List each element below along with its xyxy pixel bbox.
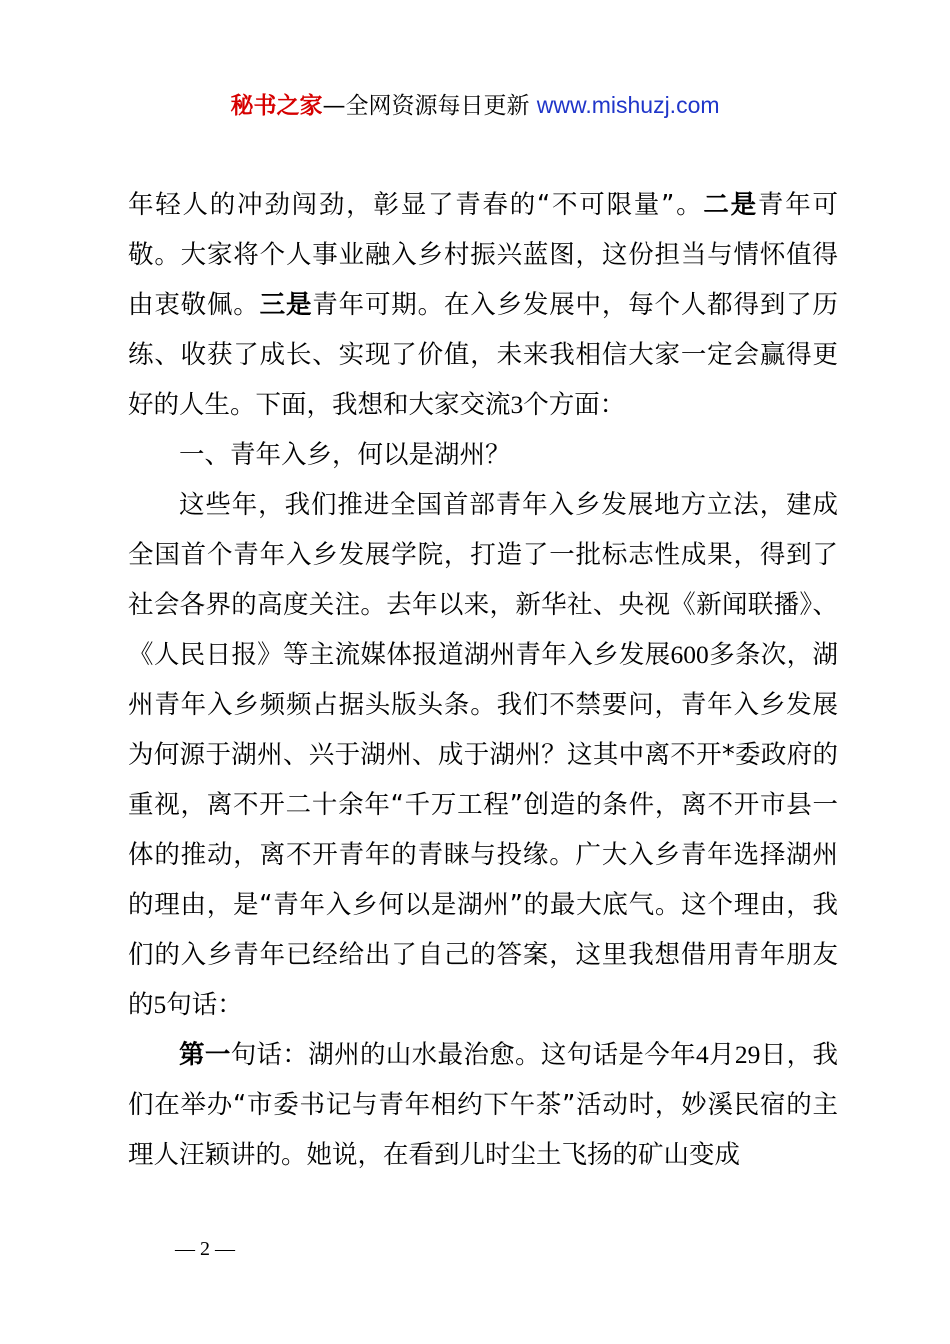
- numeral-text: 29: [734, 1040, 761, 1069]
- bold-lead-text: 二是: [703, 190, 758, 220]
- paragraph-text: 句话：湖州的山水最治愈。这句话是今年: [230, 1040, 696, 1070]
- paragraph-text: 青年可期。在入乡发展中，每个人都得到了历练、收获了成长、实现了价值，未来我相信大家一定会赢得更好的人生。下面，我想和大家交流: [128, 290, 838, 420]
- numeral-text: 600: [670, 640, 709, 669]
- body-paragraph: [128, 430, 838, 480]
- document-body: [128, 180, 838, 1180]
- header-tagline: —全网资源每日更新: [322, 93, 530, 119]
- body-paragraph: [128, 180, 838, 430]
- header-url-link[interactable]: www.mishuzj.com: [536, 92, 720, 118]
- header-brand: 秘书之家: [230, 93, 323, 119]
- paragraph-text: 青年可敬。大家将个人事业融入乡村振兴蓝图，这份担当与情怀值得由衷敬佩。: [128, 190, 838, 320]
- paragraph-text: 个方面：: [523, 390, 626, 420]
- document-header: [0, 88, 950, 123]
- numeral-text: 3: [510, 390, 524, 419]
- paragraph-text: 句话：: [166, 990, 243, 1020]
- paragraph-text: 月: [708, 1040, 735, 1070]
- paragraph-text: 多条次，湖州青年入乡频频占据头版头条。我们不禁要问，青年入乡发展为何源于湖州、兴于湖州、成于湖州？这其中离不开*委政府的重视，离不开二十余年“千万工程”创造的条件，离不开市县一体的推动，离不开青年的青睐与投缘。广大入乡青年选择湖州的理由，是“青年入乡何以是湖州”的最大底气。这个理由，我们的入乡青年已经给出了自己的答案，这里我想借用青年朋友的: [128, 640, 838, 1020]
- numeral-text: 5: [153, 990, 167, 1019]
- bold-lead-text: 第一: [179, 1040, 231, 1070]
- numeral-text: 4: [695, 1040, 709, 1069]
- paragraph-text: 一、青年入乡，何以是湖州？: [179, 440, 511, 470]
- paragraph-text: 这些年，我们推进全国首部青年入乡发展地方立法，建成全国首个青年入乡发展学院，打造了一批标志性成果，得到了社会各界的高度关注。去年以来，新华社、央视《新闻联播》、《人民日报》等主流媒体报道湖州青年入乡发展: [128, 490, 838, 670]
- page-number: — 2 —: [175, 1238, 235, 1260]
- body-paragraph: [128, 1030, 838, 1180]
- paragraph-text: 日，我们在举办“市委书记与青年相约下午茶”活动时，妙溪民宿的主理人汪颖讲的。她说，在看到儿时尘土飞扬的矿山变成: [128, 1040, 838, 1170]
- paragraph-text: 年轻人的冲劲闯劲，彰显了青春的“不可限量”。: [128, 190, 704, 220]
- body-paragraph: [128, 480, 838, 1030]
- bold-lead-text: 三是: [259, 290, 313, 320]
